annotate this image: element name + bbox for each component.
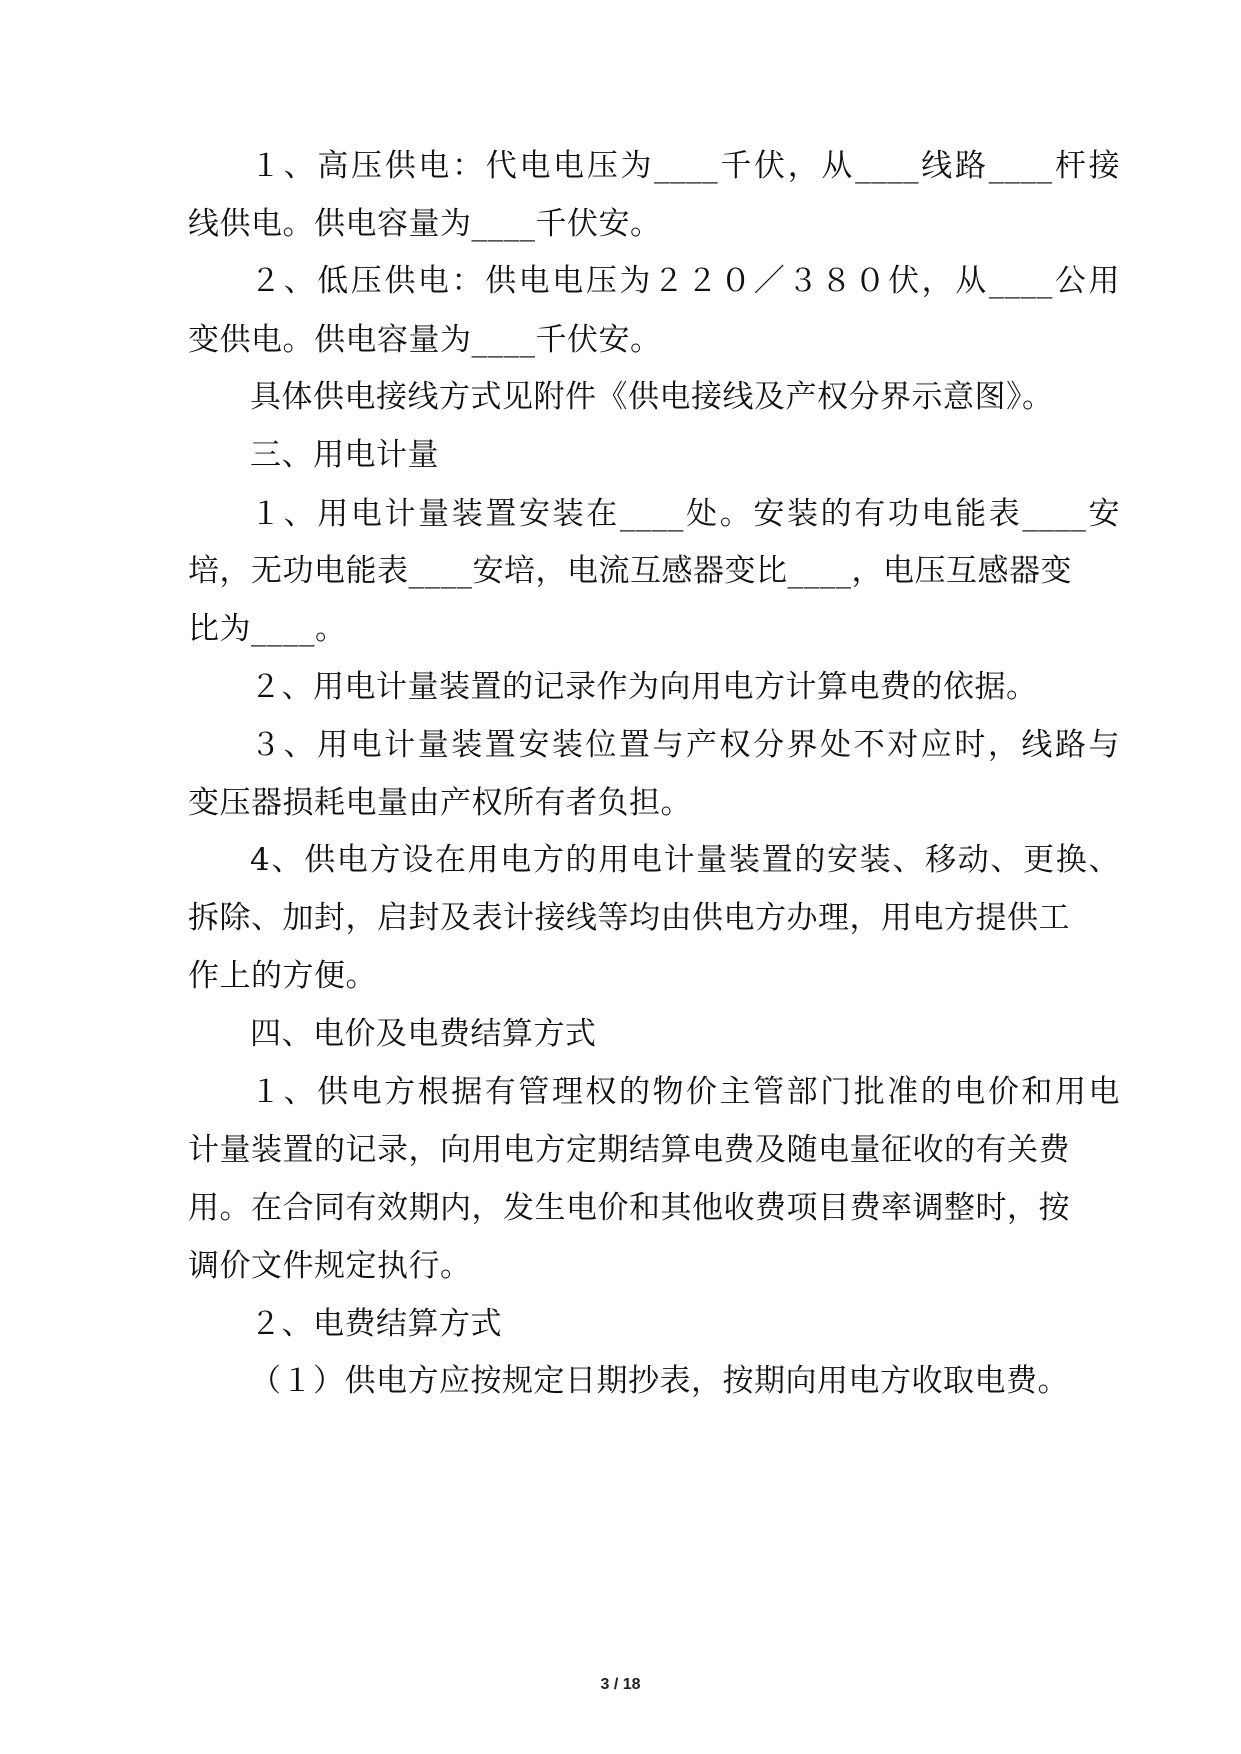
- paragraph-line: （１）供电方应按规定日期抄表，按期向用电方收取电费。: [250, 1363, 1069, 1399]
- paragraph-line: １、供电方根据有管理权的物价主管部门批准的电价和用电: [250, 1074, 1120, 1110]
- paragraph-line: 具体供电接线方式见附件《供电接线及产权分界示意图》。: [250, 379, 1054, 415]
- paragraph-line: 作上的方便。: [188, 958, 377, 994]
- paragraph-line: 计量装置的记录，向用电方定期结算电费及随电量征收的有关费: [188, 1132, 1070, 1168]
- paragraph-line: ２、低压供电：供电电压为２２０／３８０伏，从____公用: [250, 263, 1120, 299]
- paragraph-line: 变压器损耗电量由产权所有者负担。: [188, 785, 692, 821]
- paragraph-line: 拆除、加封，启封及表计接线等均由供电方办理，用电方提供工: [188, 900, 1070, 936]
- section-heading: 三、用电计量: [250, 437, 439, 473]
- section-heading: 四、电价及电费结算方式: [250, 1016, 597, 1052]
- paragraph-line: 培，无功电能表____安培，电流互感器变比____，电压互感器变: [188, 553, 1072, 589]
- paragraph-line: 用。在合同有效期内，发生电价和其他收费项目费率调整时，按: [188, 1190, 1070, 1226]
- paragraph-line: １、用电计量装置安装在____处。安装的有功电能表____安: [250, 496, 1120, 532]
- section-heading: ２、电费结算方式: [250, 1306, 502, 1342]
- paragraph-line: 调价文件规定执行。: [188, 1248, 472, 1284]
- paragraph-line: １、高压供电：代电电压为____千伏，从____线路____杆接: [250, 148, 1120, 184]
- paragraph-line: 4、供电方设在用电方的用电计量装置的安装、移动、更换、: [250, 842, 1120, 878]
- paragraph-line: 线供电。供电容量为____千伏安。: [188, 206, 662, 242]
- page-number: 3 / 18: [600, 1676, 641, 1693]
- paragraph-line: ２、用电计量装置的记录作为向用电方计算电费的依据。: [250, 669, 1038, 705]
- paragraph-line: 变供电。供电容量为____千伏安。: [188, 322, 662, 358]
- paragraph-line: ３、用电计量装置安装位置与产权分界处不对应时，线路与: [250, 727, 1120, 763]
- paragraph-line: 比为____。: [188, 611, 347, 647]
